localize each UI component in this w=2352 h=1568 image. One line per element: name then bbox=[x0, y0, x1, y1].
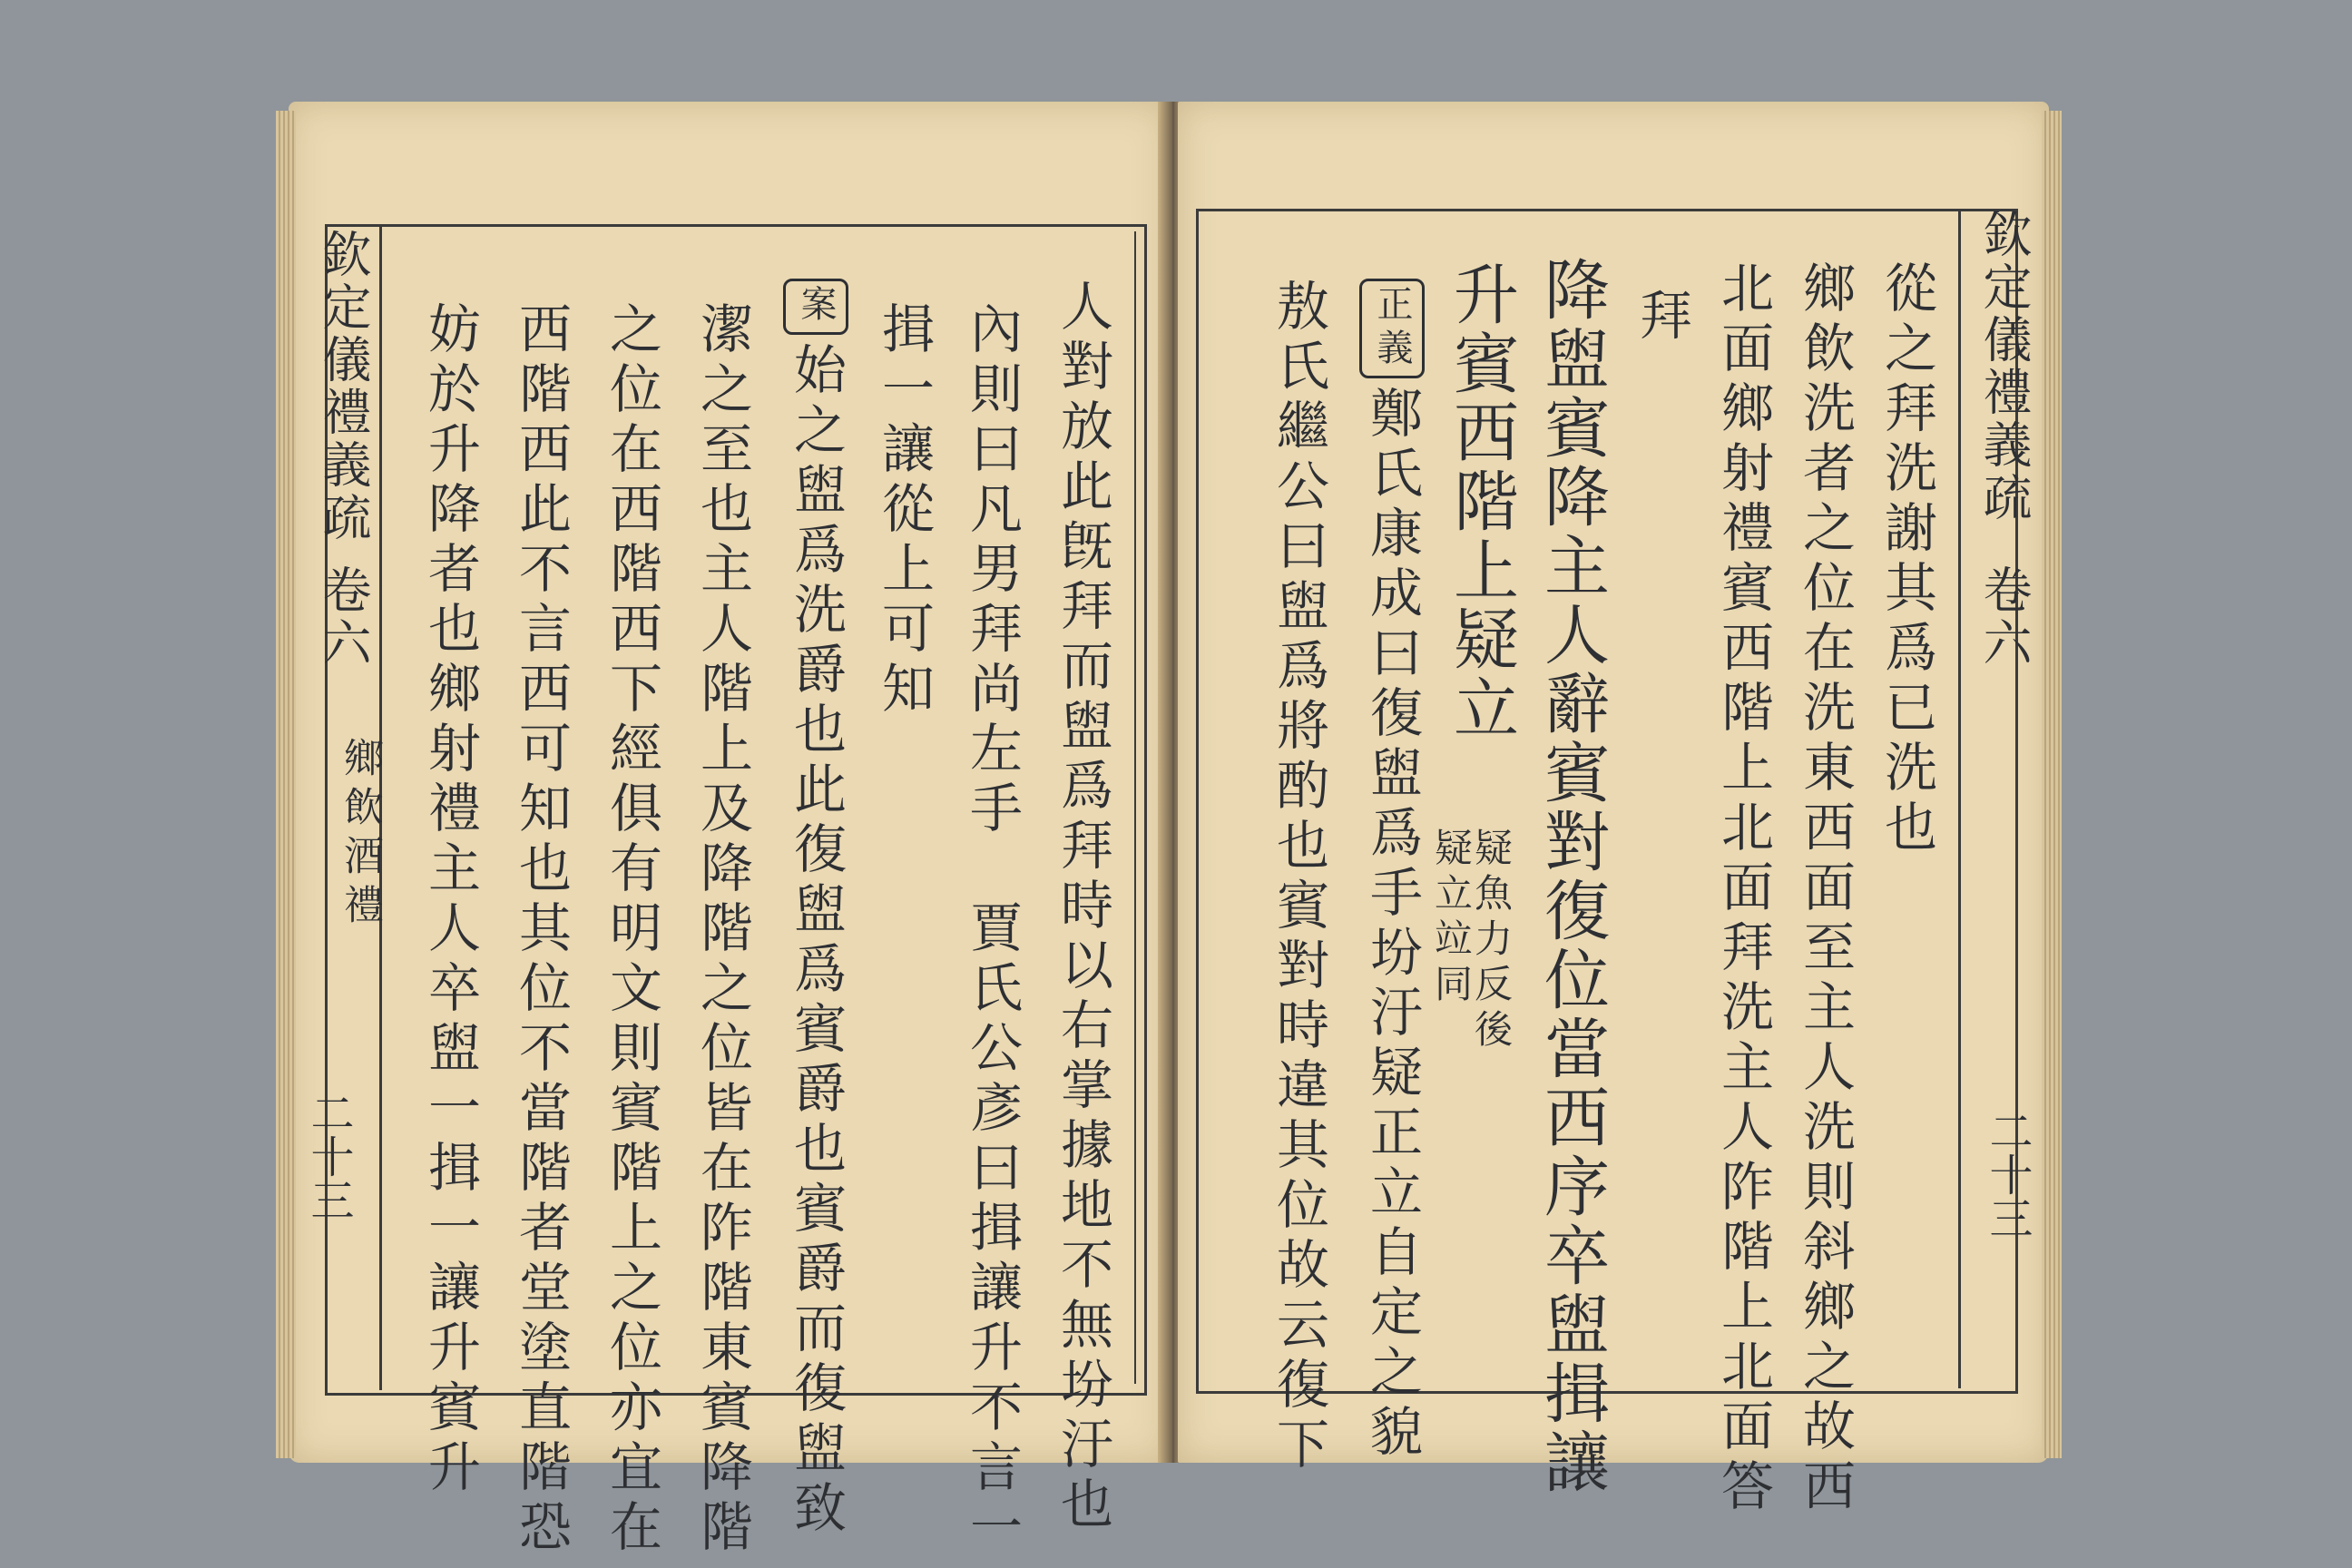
left-text-column-5: 潔之至也主人階上及降階之位皆在阼階東賓降階 bbox=[691, 301, 753, 1559]
left-text-column-2: 內則曰凡男拜尚左手 賈氏公彥曰揖讓升不言一 bbox=[961, 301, 1023, 1559]
left-text-column-7: 西階西此不言西可知也其位不當階者堂塗直階恐 bbox=[510, 301, 572, 1559]
commentary-column-1 bbox=[1359, 279, 1425, 1464]
pronunciation-note-1: 疑魚力反後 bbox=[1469, 828, 1514, 1054]
right-volume: 卷六 bbox=[1975, 564, 2033, 670]
right-main-column-2: 升賓西階上疑立 bbox=[1443, 260, 1519, 743]
left-text-column-8: 妨於升降者也鄉射禮主人卒盥一揖一讓升賓升 bbox=[419, 301, 481, 1499]
right-text-column-2: 鄉飲洗者之位在洗東西面至主人洗則斜鄉之故西 bbox=[1794, 260, 1856, 1518]
right-text-column-4: 拜 bbox=[1631, 288, 1692, 348]
left-text-column-4-body: 始之盥爲洗爵也此復盥爲賓爵也賓爵而復盥致 bbox=[785, 342, 847, 1540]
left-volume: 卷六 bbox=[315, 564, 372, 670]
right-main-column-1: 降盥賓降主人辭賓對復位當西序卒盥揖讓 bbox=[1534, 256, 1610, 1497]
page-edge-right bbox=[2042, 111, 2062, 1458]
right-text-column-3: 北面鄉射禮賓西階上北面拜洗主人阼階上北面答 bbox=[1712, 260, 1774, 1518]
bleed-through-text bbox=[833, 338, 909, 397]
left-section: 鄉飲酒禮 bbox=[337, 737, 383, 933]
right-folio: 二十三 bbox=[1982, 1109, 2033, 1240]
commentary-column-1-body: 鄭氏康成曰復盥爲手坋汙疑正立自定之貌 bbox=[1361, 386, 1423, 1464]
left-text-column-3: 揖一讓從上可知 bbox=[873, 301, 935, 720]
pronunciation-note-2: 疑立竝同 bbox=[1429, 828, 1474, 1009]
open-book bbox=[289, 102, 2049, 1559]
annotation-tag-zhengyi: 正義 bbox=[1359, 279, 1425, 378]
left-folio: 二十三 bbox=[303, 1091, 354, 1221]
right-page bbox=[1178, 102, 2049, 1518]
left-text-column-4 bbox=[783, 279, 848, 1540]
page-edge-left bbox=[276, 111, 296, 1458]
right-book-title: 欽定儀禮義疏 bbox=[1975, 209, 2033, 524]
annotation-tag-an: 案 bbox=[783, 279, 848, 335]
left-text-column-6: 之位在西階西下經俱有明文則賓階上之位亦宜在 bbox=[601, 301, 662, 1559]
left-book-title: 欽定儀禮義疏 bbox=[315, 229, 372, 544]
right-text-column-1: 從之拜洗謝其爲已洗也 bbox=[1876, 260, 1937, 859]
commentary-column-2: 敖氏繼公曰盥爲將酌也賓對時違其位故云復下 bbox=[1268, 279, 1329, 1476]
left-text-column-1: 人對放此旣拜而盥爲拜時以右掌據地不無坋汙也 bbox=[1052, 279, 1113, 1536]
left-page bbox=[289, 102, 1169, 1559]
